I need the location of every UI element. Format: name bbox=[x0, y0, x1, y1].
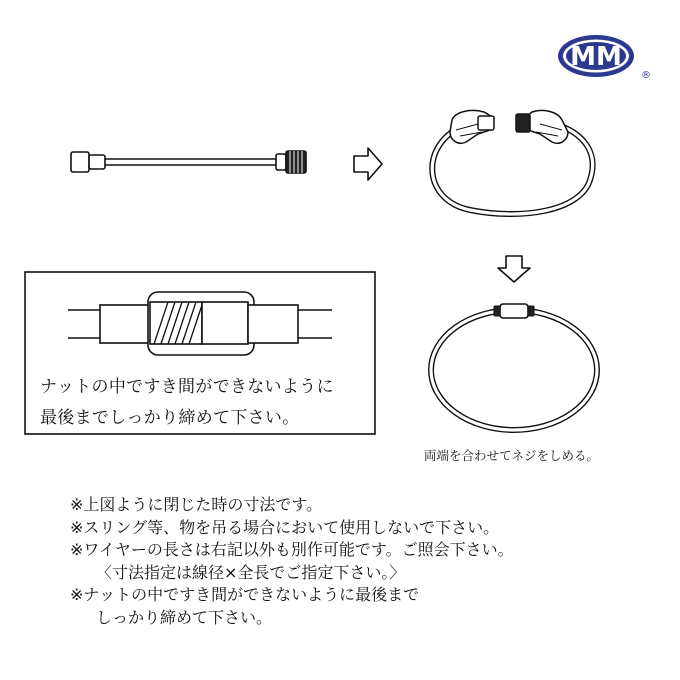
logo-text: MM bbox=[570, 42, 622, 72]
note-line: しっかり締めて下さい。 bbox=[96, 607, 273, 627]
notes-list bbox=[70, 494, 514, 629]
registered-mark: ® bbox=[641, 70, 651, 81]
note-line: ※上図ように閉じた時の寸法です。 bbox=[70, 495, 323, 514]
nut-closeup-illustration bbox=[68, 292, 332, 355]
right-arrow-icon bbox=[354, 148, 382, 180]
note-line: ※ナットの中ですき間ができないように最後まで bbox=[70, 585, 420, 604]
note-line: 〈寸法指定は線径×全長でご指定下さい。〉 bbox=[96, 562, 406, 582]
open-loop-illustration bbox=[432, 110, 592, 214]
straight-wire-illustration bbox=[71, 151, 306, 173]
down-arrow-icon bbox=[498, 256, 530, 282]
note-line: ※スリング等、物を吊る場合において使用しないで下さい。 bbox=[70, 517, 500, 537]
closed-loop-illustration bbox=[431, 304, 597, 430]
detail-text-line-1: ナットの中ですき間ができないように bbox=[40, 377, 334, 397]
detail-text-line-2: 最後までしっかり締めて下さい。 bbox=[40, 408, 300, 428]
closed-loop-caption: 両端を合わせてネジをしめる。 bbox=[424, 448, 600, 463]
note-line: ※ワイヤーの長さは右記以外も別作可能です。ご照会下さい。 bbox=[70, 540, 514, 559]
